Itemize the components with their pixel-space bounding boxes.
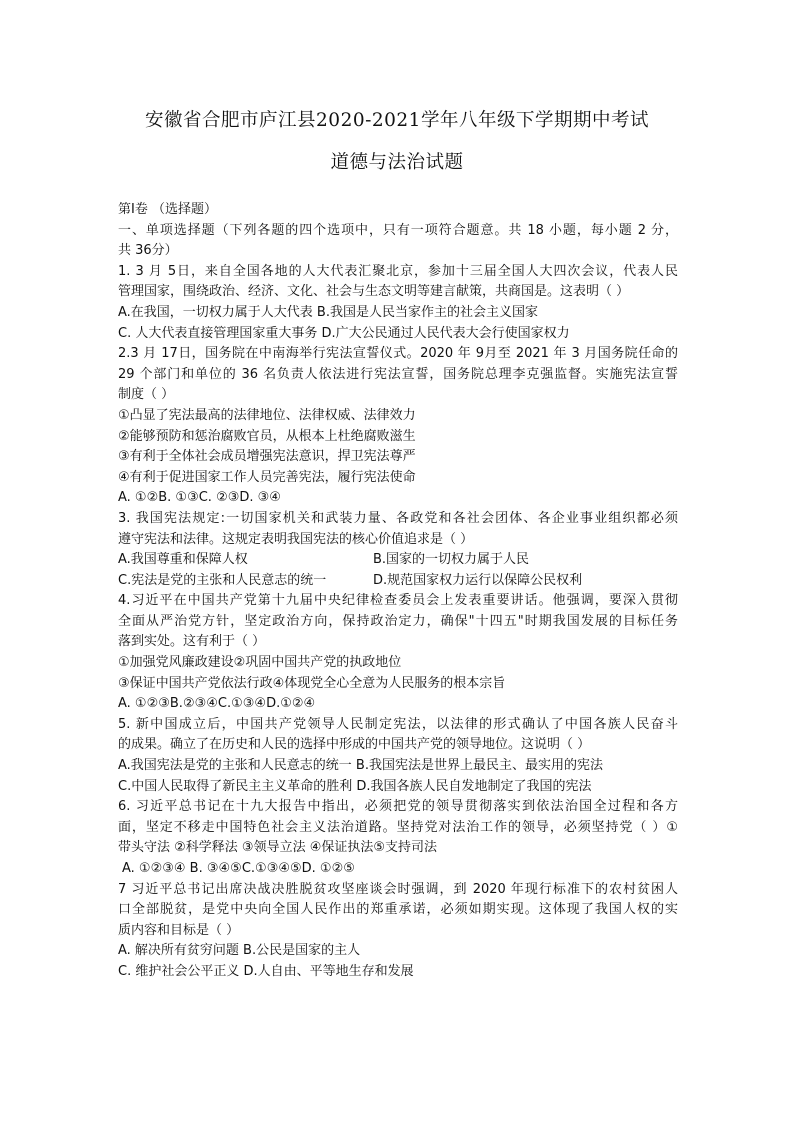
question-7-stem-line-3: 质内容和目标是（ ）	[118, 922, 240, 938]
question-7-stem-line-1: 7 习近平总书记出席决战决胜脱贫攻坚座谈会时强调，到 2020 年现行标准下的农村贫困人	[118, 881, 678, 897]
question-3-stem-line-2: 遵守宪法和法律。这规定表明我国宪法的核心价值追求是（ ）	[118, 531, 474, 547]
question-3	[118, 509, 678, 591]
question-3-stem-line-1: 3. 我国宪法规定:一切国家机关和武装力量、各政党和各社会团体、各企业事业组织都必须	[118, 510, 678, 526]
section-instructions-line-1: 一、单项选择题（下列各题的四个选项中，只有一项符合题意。共 18 小题，每小题 2 分，	[118, 222, 678, 238]
question-1-options-line-2: C. 人大代表直接管理国家重大事务 D.广大公民通过人民代表大会行使国家权力	[118, 325, 570, 341]
question-3-option-c: C.宪法是党的主张和人民意志的统一	[118, 572, 327, 588]
question-6-stem-line-2: 面，坚定不移走中国特色社会主义法治道路。坚持党对法治工作的领导，必须坚持党（ ）①	[118, 819, 678, 835]
question-3-option-d: D.规范国家权力运行以保障公民权利	[373, 572, 583, 588]
question-5-options-line-2: C.中国人民取得了新民主主义革命的胜利 D.我国各族人民自发地制定了我国的宪法	[118, 778, 592, 794]
question-6-stem-line-1: 6. 习近平总书记在十九大报告中指出，必须把党的领导贯彻落实到依法治国全过程和各方	[118, 799, 678, 815]
question-2-statement-4: ④有利于促进国家工作人员完善宪法，履行宪法使命	[118, 469, 416, 485]
question-3-option-a: A.我国尊重和保障人权	[118, 552, 248, 568]
section-instructions-line-2: 共 36分）	[118, 243, 178, 259]
question-1-stem-line-1: 1. 3 月 5日，来自全国各地的人大代表汇聚北京，参加十三届全国人大四次会议，代表人民	[118, 263, 678, 279]
question-1-options-line-1: A.在我国，一切权力属于人大代表 B.我国是人民当家作主的社会主义国家	[118, 304, 538, 320]
question-2-stem-line-2: 29 个部门和单位的 36 名负责人依法进行宪法宣誓，国务院总理李克强监督。实施宪法宣誓	[118, 366, 678, 382]
question-7-options-line-1: A. 解决所有贫穷问题 B.公民是国家的主人	[118, 943, 361, 959]
exam-title: 安徽省合肥市庐江县2020-2021学年八年级下学期期中考试	[145, 110, 649, 131]
question-2-statement-3: ③有利于全体社会成员增强宪法意识，捍卫宪法尊严	[118, 449, 416, 465]
question-5	[118, 715, 678, 797]
question-5-stem-line-1: 5. 新中国成立后，中国共产党领导人民制定宪法，以法律的形式确认了中国各族人民奋斗	[118, 716, 678, 732]
volume-heading: 第Ⅰ卷 （选择题）	[118, 202, 217, 217]
question-2-stem-line-1: 2.3 月 17日，国务院在中南海举行宪法宣誓仪式。2020 年 9月至 2021 年 3 月国务院任命的	[118, 346, 678, 362]
question-7-options-line-2: C. 维护社会公平正义 D.人自由、平等地生存和发展	[118, 963, 414, 979]
question-2	[118, 344, 678, 509]
question-4-stem-line-3: 落到实处。这有利于（ ）	[118, 634, 266, 650]
question-4-statement-2: ③保证中国共产党依法行政④体现党全心全意为人民服务的根本宗旨	[118, 675, 506, 691]
question-7-stem-line-2: 口全部脱贫，是党中央向全国人民作出的郑重承诺，必须如期实现。这体现了我国人权的实	[118, 902, 678, 918]
question-2-stem-line-3: 制度（ ）	[118, 387, 175, 403]
question-4	[118, 591, 678, 715]
question-5-options-line-1: A.我国宪法是党的主张和人民意志的统一 B.我国宪法是世界上最民主、最实用的宪法	[118, 758, 603, 774]
question-5-stem-line-2: 的成果。确立了在历史和人民的选择中形成的中国共产党的领导地位。这说明（ ）	[118, 737, 591, 753]
question-4-stem-line-2: 全面从严治党方针，坚定政治方向，保持政治定力，确保"十四五"时期我国发展的目标任务	[118, 613, 678, 629]
question-3-options-row-2	[118, 571, 678, 592]
question-4-options: A. ①②③B.②③④C.①③④D.①②④	[118, 696, 316, 712]
question-3-options-row-1	[118, 550, 678, 571]
question-2-statement-1: ①凸显了宪法最高的法律地位、法律权威、法律效力	[118, 407, 416, 423]
question-6	[118, 797, 678, 879]
question-4-statement-1: ①加强党风廉政建设②巩固中国共产党的执政地位	[118, 655, 402, 671]
question-6-stem-line-3: 带头守法 ②科学释法 ③领导立法 ④保证执法⑤支持司法	[118, 840, 438, 856]
question-1	[118, 262, 678, 344]
question-6-options: A. ①②③④ B. ③④⑤C.①③④⑤D. ①②⑤	[122, 861, 355, 876]
question-2-statement-2: ②能够预防和惩治腐败官员，从根本上杜绝腐败滋生	[118, 428, 416, 444]
question-4-stem-line-1: 4.习近平在中国共产党第十九届中央纪律检查委员会上发表重要讲话。他强调，要深入贯彻	[118, 593, 678, 609]
exam-subtitle: 道德与法治试题	[330, 152, 464, 173]
question-2-options: A. ①②B. ①③C. ②③D. ③④	[118, 490, 281, 506]
question-3-option-b: B.国家的一切权力属于人民	[373, 552, 530, 568]
exam-content	[118, 200, 678, 983]
question-7	[118, 880, 678, 983]
question-1-stem-line-2: 管理国家，围绕政治、经济、文化、社会与生态文明等建言献策，共商国是。这表明（ ）	[118, 284, 630, 300]
